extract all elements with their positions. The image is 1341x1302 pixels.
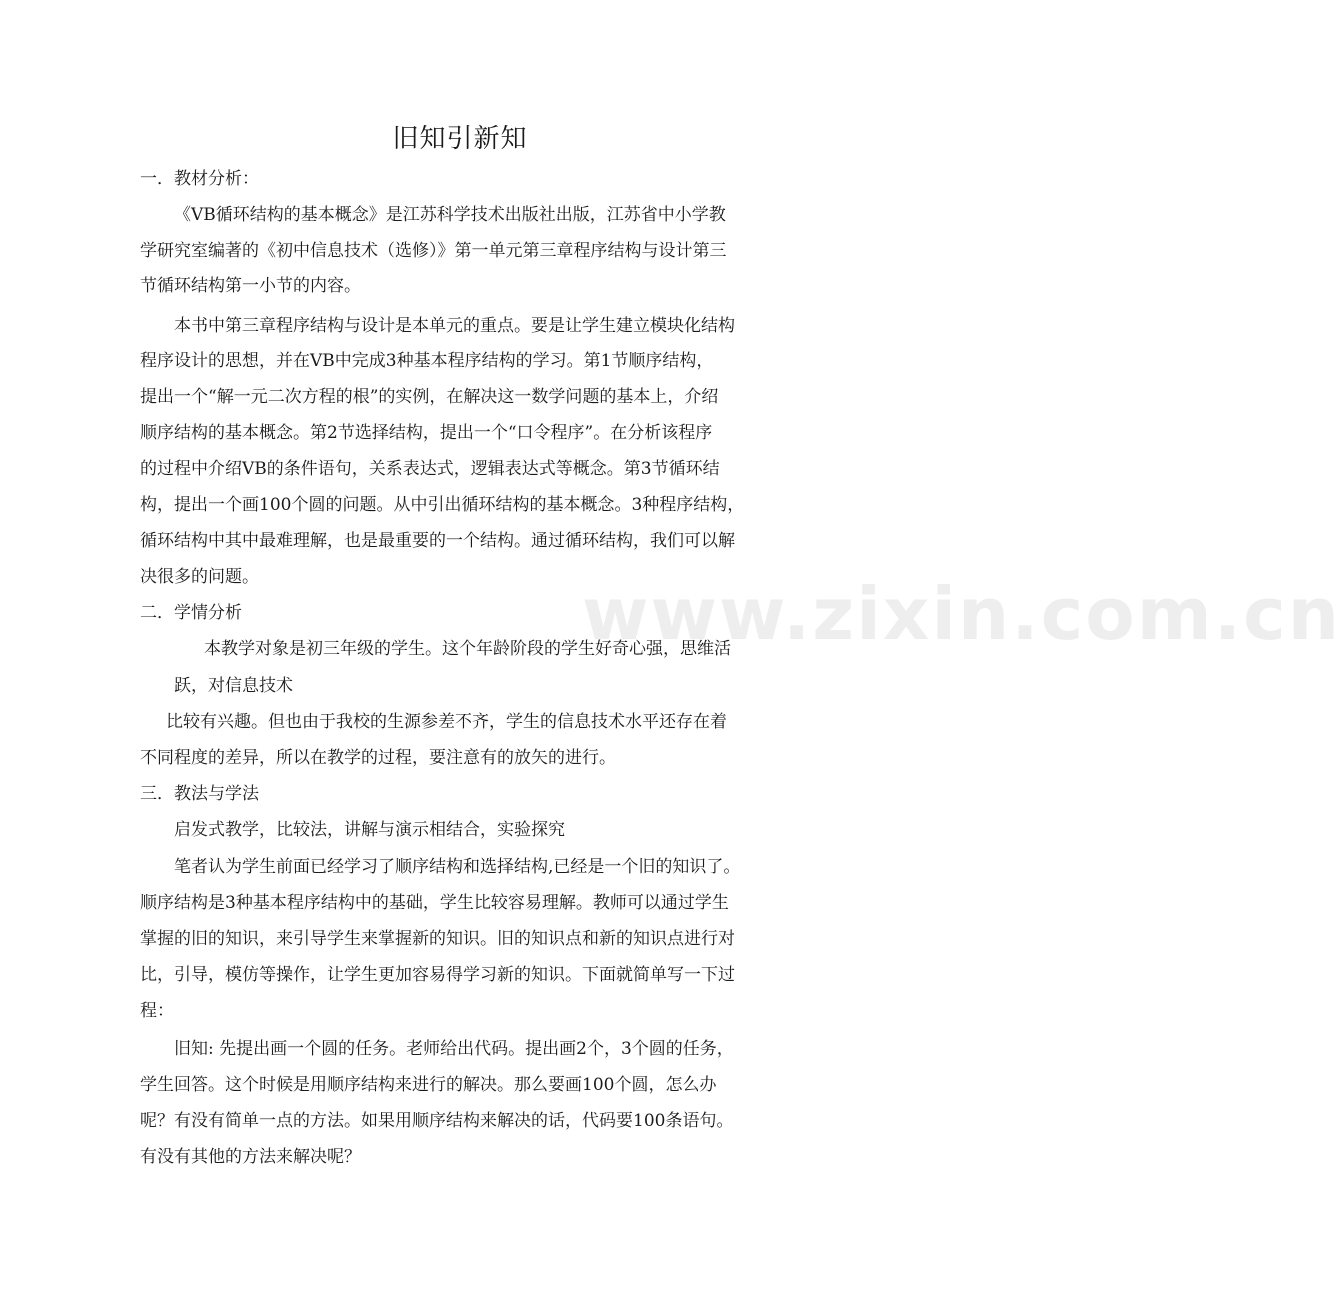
paragraph-line: 旧知: 先提出画一个圆的任务。老师给出代码。提出画2个，3个圆的任务， [174, 1039, 734, 1059]
paragraph-line: 节循环结构第一小节的内容。 [140, 276, 361, 296]
paragraph-line: 学生回答。这个时候是用顺序结构来进行的解决。那么要画100个圆，怎么办 [140, 1075, 717, 1095]
watermark: www.zixin.com.cn [582, 572, 1341, 656]
paragraph-line: 构，提出一个画100个圆的问题。从中引出循环结构的基本概念。3种程序结构， [140, 495, 745, 515]
paragraph-line: 不同程度的差异，所以在教学的过程，要注意有的放矢的进行。 [140, 748, 616, 768]
paragraph-line: 程序设计的思想，并在VB中完成3种基本程序结构的学习。第1节顺序结构， [140, 351, 714, 371]
paragraph-line: 启发式教学，比较法，讲解与演示相结合，实验探究 [174, 820, 565, 840]
paragraph-line: 比较有兴趣。但也由于我校的生源参差不齐，学生的信息技术水平还存在着 [166, 712, 727, 732]
paragraph-line: 决很多的问题。 [140, 567, 259, 587]
document-title: 旧知引新知 [392, 124, 528, 154]
paragraph-line: 顺序结构是3种基本程序结构中的基础，学生比较容易理解。教师可以通过学生 [140, 893, 729, 913]
paragraph-line: 比，引导，模仿等操作，让学生更加容易得学习新的知识。下面就简单写一下过 [140, 965, 735, 985]
paragraph-line: 的过程中介绍VB的条件语句，关系表达式，逻辑表达式等概念。第3节循环结 [140, 459, 720, 479]
paragraph-line: 笔者认为学生前面已经学习了顺序结构和选择结构,已经是一个旧的知识了。 [174, 857, 741, 877]
paragraph-line: 《VB循环结构的基本概念》是江苏科学技术出版社出版，江苏省中小学教 [174, 205, 726, 225]
paragraph-line: 提出一个“解一元二次方程的根”的实例，在解决这一数学问题的基本上，介绍 [140, 387, 719, 407]
paragraph-line: 本书中第三章程序结构与设计是本单元的重点。要是让学生建立模块化结构 [174, 316, 735, 336]
paragraph-line: 呢？有没有简单一点的方法。如果用顺序结构来解决的话，代码要100条语句。 [140, 1111, 734, 1131]
section-heading: 二．学情分析 [140, 603, 242, 623]
paragraph-line: 顺序结构的基本概念。第2节选择结构，提出一个“口令程序”。在分析该程序 [140, 423, 713, 443]
paragraph-line: 程： [140, 1001, 174, 1021]
paragraph-line: 本教学对象是初三年级的学生。这个年龄阶段的学生好奇心强，思维活 [204, 639, 731, 659]
paragraph-line: 学研究室编著的《初中信息技术（选修）》第一单元第三章程序结构与设计第三 [140, 241, 727, 261]
section-heading: 一．教材分析： [140, 169, 259, 189]
section-heading: 三．教法与学法 [140, 784, 259, 804]
paragraph-line: 循环结构中其中最难理解，也是最重要的一个结构。通过循环结构，我们可以解 [140, 531, 735, 551]
paragraph-line: 跃，对信息技术 [174, 676, 293, 696]
paragraph-line: 有没有其他的方法来解决呢？ [140, 1147, 361, 1167]
paragraph-line: 掌握的旧的知识，来引导学生来掌握新的知识。旧的知识点和新的知识点进行对 [140, 929, 735, 949]
